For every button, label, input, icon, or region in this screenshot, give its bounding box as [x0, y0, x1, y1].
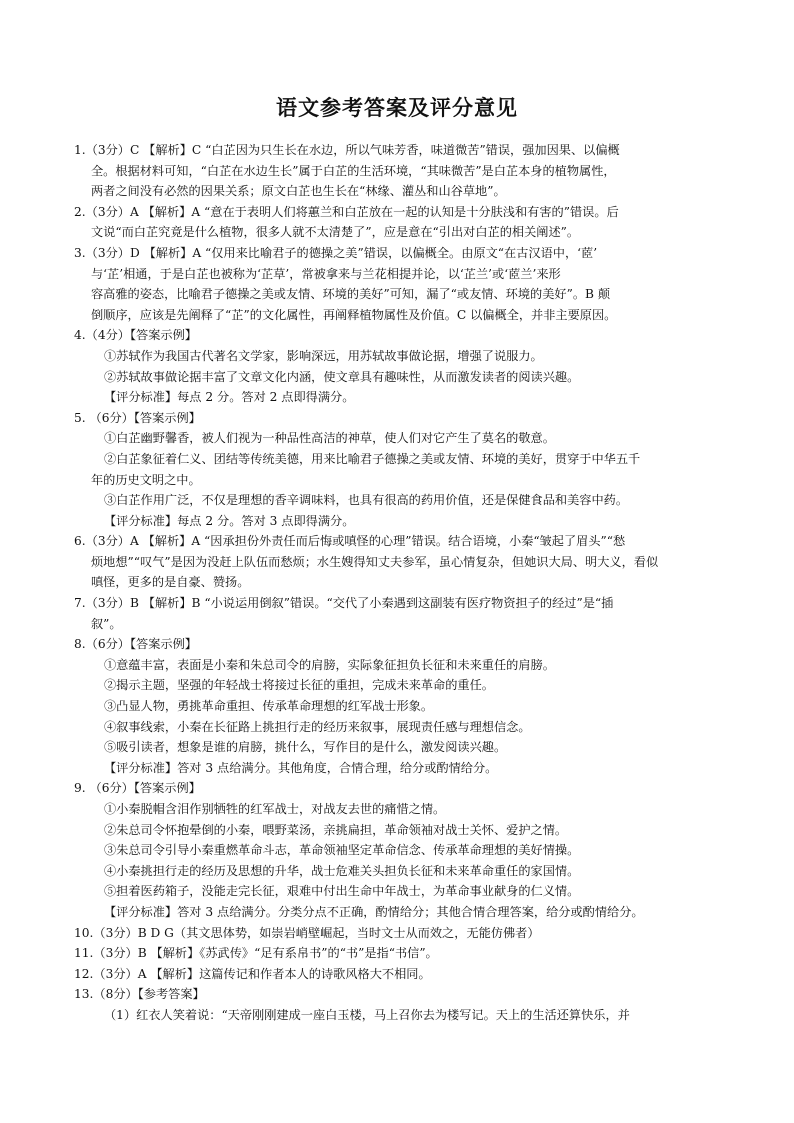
answer-line: ⑤担着医药箱子，没能走完长征，艰难中付出生命中年战士，为革命事业献身的仁义情。	[104, 884, 580, 899]
answer-line: 容高雅的姿态，比喻君子德操之美或友情、环境的美好”可知，漏了“或友情、环境的美好”。B 颠	[91, 287, 611, 302]
answer-line: ⑤吸引读者，想象是谁的肩膀，挑什么，写作目的是什么，激发阅读兴趣。	[104, 740, 507, 755]
answer-line: ③白芷作用广泛，不仅是理想的香辛调味料，也具有很高的药用价值，还是保健食品和美容中药。	[104, 493, 629, 508]
answer-line: （1）红衣人笑着说：“天帝刚刚建成一座白玉楼，马上召你去为楼写记。天上的生活还算快乐，并	[104, 1007, 630, 1022]
answer-line: 6.（3分）A 【解析】A “因承担份外责任而后悔或嗔怪的心理”错误。结合语境，小秦“皱起了眉头”“愁	[74, 534, 626, 549]
answer-list	[74, 140, 726, 1026]
answer-line: 倒顺序，应该是先阐释了“芷”的文化属性，再阐释植物属性及价值。C 以偏概全，并非主要原因。	[91, 307, 617, 322]
answer-line: 7.（3分）B 【解析】B “小说运用倒叙”错误。“交代了小秦遇到这副装有医疗物资担子的经过”是“插	[74, 596, 614, 611]
answer-line: ①苏轼作为我国古代著名文学家，影响深远，用苏轼故事做论据，增强了说服力。	[104, 348, 543, 363]
answer-line: 9. （6分）【答案示例】	[74, 781, 201, 796]
answer-line: 与‘芷’相通，于是白芷也被称为‘芷草’，常被拿来与兰花相提并论，以‘芷兰’或‘茝兰’来形	[91, 266, 561, 281]
answer-line: 5. （6分）【答案示例】	[74, 410, 201, 425]
answer-line: 全。根据材料可知，“白芷在水边生长”属于白芷的生活环境，“其味微苦”是白芷本身的植物属性，	[91, 163, 616, 178]
answer-line: 2.（3分）A 【解析】A “意在于表明人们将蕙兰和白芷放在一起的认知是十分肤浅和有害的”错误。后	[74, 204, 619, 219]
answer-line: ①小秦脱帽含泪作别牺牲的红军战士，对战友去世的痛惜之情。	[104, 802, 446, 816]
answer-line: 烦地想”“叹气”是因为没赶上队伍而愁烦；水生嫂得知丈夫参军，虽心情复杂，但她识大局、明大义，看似	[91, 554, 659, 569]
answer-line: 13.（8分）【参考答案】	[74, 987, 205, 1002]
answer-line: ②白芷象征着仁义、团结等传统美德，用来比喻君子德操之美或友情、环境的美好，贯穿于中华五千	[104, 451, 641, 466]
answer-line: 10.（3分）B D G（其文思体势，如崇岩峭壁崛起，当时文士从而效之，无能仿佛者）	[74, 925, 540, 940]
answer-line: ①意蕴丰富，表面是小秦和朱总司令的肩膀，实际象征担负长征和未来重任的肩膀。	[104, 657, 555, 672]
answer-line: 【评分标准】答对 3 点给满分。其他角度，合情合理，给分或酌情给分。	[104, 760, 498, 775]
answer-line: 叙”。	[91, 616, 122, 631]
answer-line: 3.（3分）D 【解析】A “仅用来比喻君子的德操之美”错误，以偏概全。由原文“在古汉语中，‘茝’	[74, 245, 598, 260]
answer-line: 嗔怪，更多的是自豪、赞扬。	[91, 575, 250, 590]
answer-line: 年的历史文明之中。	[91, 472, 201, 487]
answer-line: ③朱总司令引导小秦重燃革命斗志，革命领袖坚定革命信念、传承革命理想的美好情操。	[104, 843, 580, 858]
answer-line: 1.（3分）C 【解析】C “白芷因为只生长在水边，所以气味芳香，味道微苦”错误，强加因果、以偏概	[74, 143, 620, 157]
page-title: 语文参考答案及评分意见	[276, 95, 518, 120]
answer-line: 【评分标准】每点 2 分。答对 2 点即得满分。	[104, 390, 355, 405]
answer-line: ④叙事线索，小秦在长征路上挑担行走的经历来叙事，展现责任感与理想信念。	[104, 719, 531, 734]
answer-line: 4.（4分）【答案示例】	[74, 328, 197, 343]
answer-line: ②朱总司令怀抱晕倒的小秦，喂野菜汤，亲挑扁担，革命领袖对战士关怀、爱护之情。	[104, 822, 568, 837]
answer-line: 8.（6分）【答案示例】	[74, 637, 197, 652]
answer-line: 两者之间没有必然的因果关系；原文白芷也生长在“林缘、灌丛和山谷草地”。	[91, 184, 506, 199]
answer-line: ①白芷幽野馨香，被人们视为一种品性高洁的神草，使人们对它产生了莫名的敬意。	[104, 431, 555, 446]
answer-line: ②揭示主题，坚强的年轻战士将接过长征的重担，完成未来革命的重任。	[104, 678, 494, 693]
answer-line: 11.（3分）B 【解析】《苏武传》“足有系帛书”的“书”是指“书信”。	[74, 946, 438, 961]
answer-line: 【评分标准】每点 2 分。答对 3 点即得满分。	[104, 513, 355, 528]
answer-line: 12.（3分）A 【解析】这篇传记和作者本人的诗歌风格大不相同。	[74, 966, 431, 981]
answer-line: ②苏轼故事做论据丰富了文章文化内涵，使文章具有趣味性，从而激发读者的阅读兴趣。	[104, 369, 580, 384]
answer-line: 文说“而白芷究竟是什么植物，很多人就不太清楚了”，应是意在“引出对白芷的相关阐述”。	[91, 225, 580, 240]
answer-line: ④小秦挑担行走的经历及思想的升华，战士危难关头担负长征和未来革命重任的家国情。	[104, 863, 580, 878]
answer-line: ③凸显人物，勇挑革命重担、传承革命理想的红军战士形象。	[104, 699, 434, 714]
answer-line: 【评分标准】答对 3 点给满分。分类分点不正确，酌情给分；其他合情合理答案，给分或酌情给分。	[104, 904, 644, 919]
